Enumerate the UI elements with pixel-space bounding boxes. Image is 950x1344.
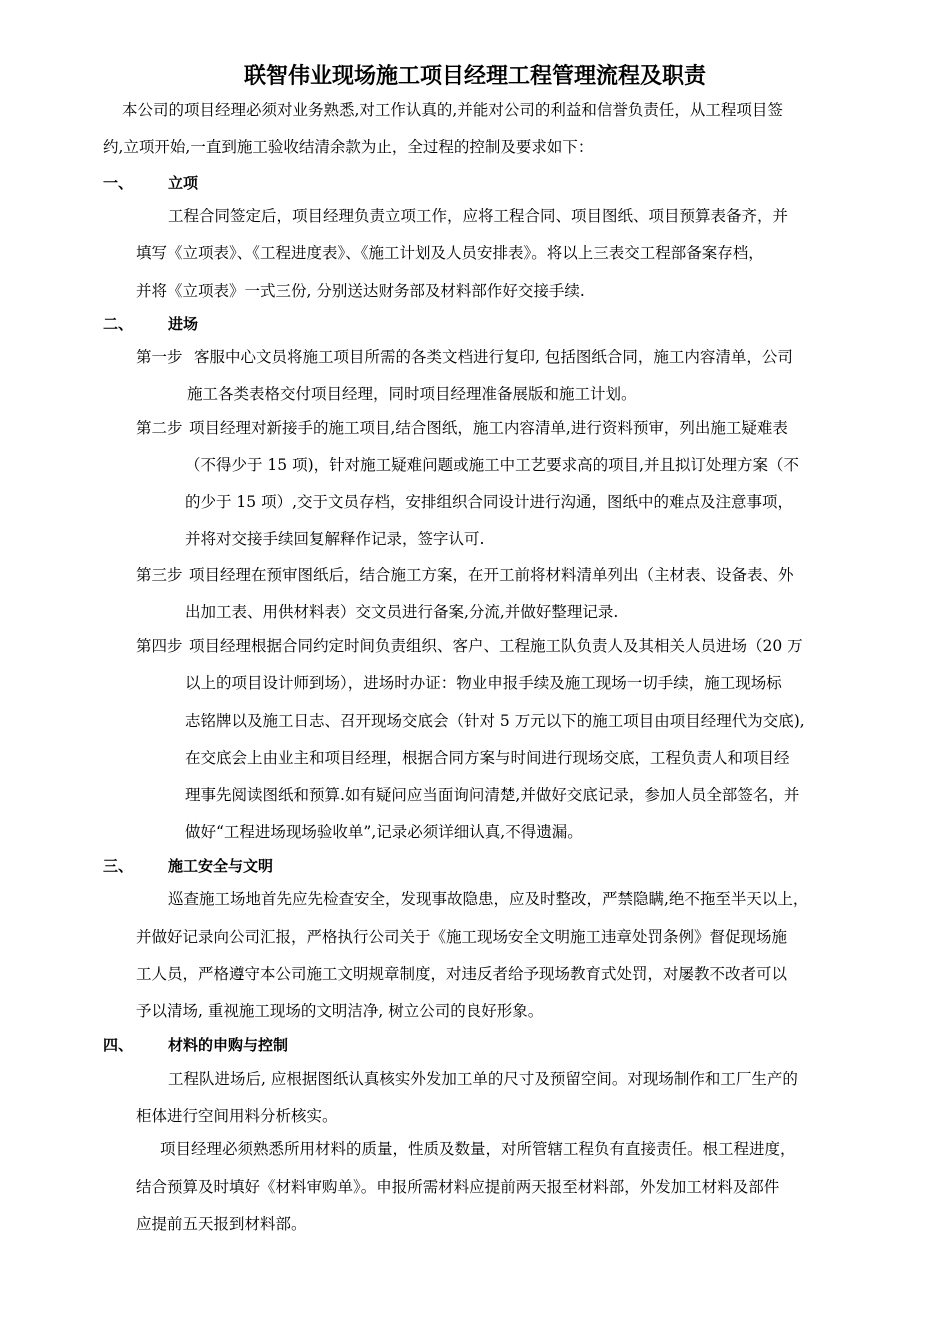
intro-line: 约,立项开始,一直到施工验收结清余款为止，全过程的控制及要求如下：: [103, 138, 594, 156]
section-heading: 立项: [168, 174, 199, 192]
paragraph-line: 并做好记录向公司汇报，严格执行公司关于《施工现场安全文明施工违章处罚条例》督促现场施: [136, 928, 788, 946]
paragraph-line: 应提前五天报到材料部。: [136, 1215, 307, 1233]
paragraph-line: 工程队进场后, 应根据图纸认真核实外发加工单的尺寸及预留空间。对现场制作和工厂生产的: [168, 1070, 798, 1088]
step-line: 以上的项目设计师到场），进场时办证：物业申报手续及施工现场一切手续，施工现场标: [185, 674, 782, 692]
section-heading: 材料的申购与控制: [168, 1036, 289, 1054]
section-number: 四、: [103, 1036, 134, 1054]
step-label: 第二步: [136, 419, 183, 437]
paragraph-line: 并将《立项表》一式三份, 分别送达财务部及材料部作好交接手续.: [136, 282, 585, 300]
paragraph-line: 项目经理必须熟悉所用材料的质量，性质及数量，对所管辖工程负有直接责任。根工程进度，: [160, 1140, 796, 1158]
intro-line: 本公司的项目经理必须对业务熟悉,对工作认真的,并能对公司的利益和信誉负责任，从工程项目签: [122, 101, 783, 119]
step-line: 项目经理对新接手的施工项目,结合图纸，施工内容清单,进行资料预审，列出施工疑难表: [189, 419, 788, 437]
step-line: 出加工表、用供材料表）交文员进行备案,分流,并做好整理记录.: [185, 603, 619, 621]
step-line: 并将对交接手续回复解释作记录，签字认可.: [185, 530, 485, 548]
section-number: 一、: [103, 174, 134, 192]
paragraph-line: 填写《立项表》、《工程进度表》、《施工计划及人员安排表》。将以上三表交工程部备案存档，: [136, 244, 764, 262]
document-title: 联智伟业现场施工项目经理工程管理流程及职责: [243, 64, 706, 89]
step-line: 在交底会上由业主和项目经理，根据合同方案与时间进行现场交底，工程负责人和项目经: [185, 749, 790, 767]
step-label: 第一步: [136, 348, 183, 366]
step-label: 第三步: [136, 566, 183, 584]
step-line: 的少于 15 项）,交于文员存档，安排组织合同设计进行沟通，图纸中的难点及注意事项，: [185, 493, 794, 511]
section-heading: 施工安全与文明: [168, 857, 274, 875]
step-line: 项目经理在预审图纸后，结合施工方案，在开工前将材料清单列出（主材表、设备表、外: [189, 566, 794, 584]
paragraph-line: 工程合同签定后，项目经理负责立项工作，应将工程合同、项目图纸、项目预算表备齐，并: [168, 207, 789, 225]
paragraph-line: 工人员，严格遵守本公司施工文明规章制度，对违反者给予现场教育式处罚，对屡教不改者可以: [136, 965, 788, 983]
step-line: 理事先阅读图纸和预算.如有疑问应当面询问清楚,并做好交底记录，参加人员全部签名，并: [185, 786, 800, 804]
step-label: 第四步: [136, 637, 183, 655]
section-number: 二、: [103, 315, 134, 333]
step-line: 志铭牌以及施工日志、召开现场交底会（针对 5 万元以下的施工项目由项目经理代为交底),: [185, 712, 805, 730]
step-line: 做好“工程进场现场验收单”,记录必须详细认真,不得遗漏。: [185, 823, 583, 841]
paragraph-line: 巡查施工场地首先应先检查安全，发现事故隐患，应及时整改，严禁隐瞒,绝不拖至半天以上，: [168, 890, 809, 908]
step-line: 项目经理根据合同约定时间负责组织、客户、工程施工队负责人及其相关人员进场（20 万: [189, 637, 803, 655]
step-line: （不得少于 15 项)，针对施工疑难问题或施工中工艺要求高的项目,并且拟订处理方案（不: [185, 456, 800, 474]
section-number: 三、: [103, 857, 134, 875]
section-heading: 进场: [168, 315, 199, 333]
step-line: 施工各类表格交付项目经理，同时项目经理准备展版和施工计划。: [187, 385, 637, 403]
paragraph-line: 柜体进行空间用料分析核实。: [136, 1107, 338, 1125]
paragraph-line: 结合预算及时填好《材料审购单》。申报所需材料应提前两天报至材料部，外发加工材料及部件: [136, 1178, 780, 1196]
paragraph-line: 予以清场, 重视施工现场的文明洁净, 树立公司的良好形象。: [136, 1002, 544, 1020]
step-line: 客服中心文员将施工项目所需的各类文档进行复印, 包括图纸合同，施工内容清单，公司: [194, 348, 793, 366]
